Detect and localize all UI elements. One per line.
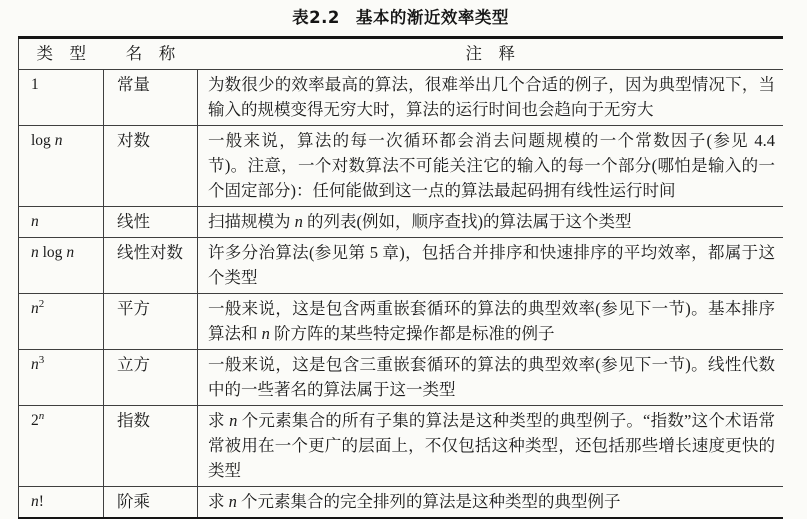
name-cell: 对数 [104, 126, 198, 207]
table-row [19, 350, 784, 406]
name-cell: 常量 [104, 70, 198, 126]
table-row [19, 70, 784, 126]
type-cell: 1 [19, 70, 104, 126]
column-header-note: 注 释 [198, 38, 784, 70]
header-row [19, 38, 784, 70]
type-cell: 2$^n$ [19, 406, 104, 487]
table-title [18, 4, 783, 28]
name-cell: 指数 [104, 406, 198, 487]
note-cell: 求 n 个元素集合的完全排列的算法是这种类型的典型例子 [198, 487, 784, 519]
table-row [19, 207, 784, 238]
name-cell: 立方 [104, 350, 198, 406]
name-cell: 线性 [104, 207, 198, 238]
type-cell: log n [19, 126, 104, 207]
asymptotic-efficiency-table [18, 36, 783, 519]
table-caption: 基本的渐近效率类型 [355, 8, 509, 27]
table-row [19, 126, 784, 207]
note-cell: 为数很少的效率最高的算法，很难举出几个合适的例子，因为典型情况下，当输入的规模变得无穷大时，算法的运行时间也会趋向于无穷大 [198, 70, 784, 126]
column-header-type: 类 型 [19, 38, 104, 70]
table-row [19, 238, 784, 294]
name-cell: 平方 [104, 294, 198, 350]
table-number: 表2.2 [292, 8, 340, 27]
note-cell: 扫描规模为 n 的列表(例如，顺序查找)的算法属于这个类型 [198, 207, 784, 238]
note-cell: 一般来说，这是包含两重嵌套循环的算法的典型效率(参见下一节)。基本排序算法和 n 阶方阵的某些特定操作都是标准的例子 [198, 294, 784, 350]
note-cell: 许多分治算法(参见第 5 章)，包括合并排序和快速排序的平均效率，都属于这个类型 [198, 238, 784, 294]
type-cell: n log n [19, 238, 104, 294]
note-cell: 一般来说，算法的每一次循环都会消去问题规模的一个常数因子(参见 4.4 节)。注意，一个对数算法不可能关注它的输入的每一个部分(哪怕是输入的一个固定部分)：任何能做到这一点的算法最起码拥有线性运行时间 [198, 126, 784, 207]
table-row [19, 487, 784, 519]
note-cell: 求 n 个元素集合的所有子集的算法是这种类型的典型例子。“指数”这个术语常常被用在一个更广的层面上，不仅包括这种类型，还包括那些增长速度更快的类型 [198, 406, 784, 487]
table-row [19, 294, 784, 350]
name-cell: 线性对数 [104, 238, 198, 294]
table-row [19, 406, 784, 487]
type-cell: $n^2$ [19, 294, 104, 350]
type-cell: n! [19, 487, 104, 519]
name-cell: 阶乘 [104, 487, 198, 519]
type-cell: n [19, 207, 104, 238]
note-cell: 一般来说，这是包含三重嵌套循环的算法的典型效率(参见下一节)。线性代数中的一些著名的算法属于这一类型 [198, 350, 784, 406]
type-cell: $n^3$ [19, 350, 104, 406]
column-header-name: 名 称 [104, 38, 198, 70]
